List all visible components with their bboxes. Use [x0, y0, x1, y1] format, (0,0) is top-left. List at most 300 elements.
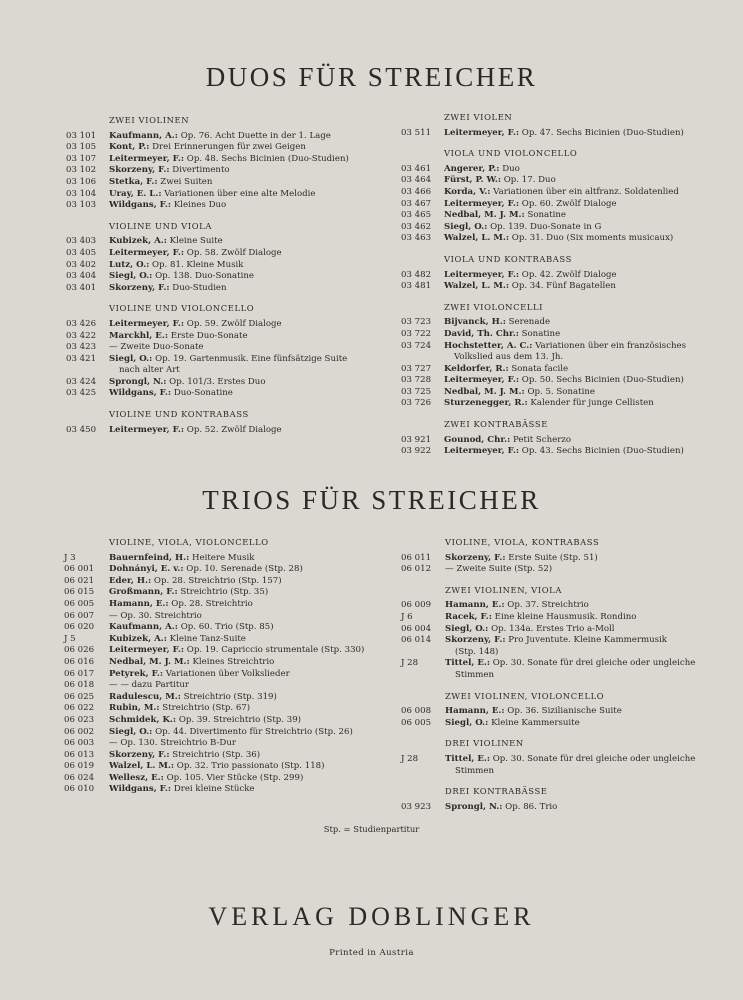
catalog-number: 06 011: [401, 552, 432, 563]
catalog-number: 06 012: [401, 564, 432, 575]
catalog-number: 06 019: [64, 761, 95, 772]
work-title: Sonatine: [524, 210, 566, 221]
work-title: Op. 86. Trio: [502, 801, 558, 812]
entry-text: [109, 773, 303, 785]
section-heading: ZWEI VIOLINEN, VIOLA: [445, 584, 562, 595]
catalog-number: 03 107: [66, 153, 97, 164]
catalog-number: 03 403: [66, 236, 97, 247]
composer-name: Siegl, O.:: [444, 221, 488, 232]
composer-name: Tittel, E.:: [445, 753, 491, 764]
entry-text: [109, 165, 230, 177]
work-title: Drei Erinnerungen für zwei Geigen: [149, 142, 306, 153]
catalog-number: 06 016: [64, 656, 95, 667]
entry-text: [109, 645, 364, 657]
catalog-number: 06 026: [64, 645, 95, 656]
catalog-entry: [401, 221, 602, 234]
entry-text: [445, 802, 557, 814]
entry-text: [109, 703, 250, 715]
catalog-entry: [64, 703, 269, 715]
section-heading: VIOLINE UND VIOLA: [109, 220, 212, 231]
work-title: Petit Scherzo: [510, 434, 572, 445]
composer-name: Sturzenegger, R.:: [444, 398, 528, 409]
work-title: Op. 28. Streichtrio (Stp. 157): [151, 575, 282, 586]
composer-name: Radulescu, M.:: [109, 691, 181, 702]
catalog-entry: [64, 761, 325, 773]
catalog-entry: [64, 784, 269, 796]
catalog-number: 03 401: [66, 282, 97, 293]
catalog-entry: [401, 352, 577, 364]
work-title: Heitere Musik: [189, 552, 255, 563]
composer-name: Tittel, E.:: [445, 658, 491, 669]
catalog-entry: [66, 376, 266, 389]
section-heading: ZWEI VIOLEN: [444, 112, 513, 122]
catalog-number: 03 404: [66, 271, 97, 282]
composer-name: Bauernfeind, H.:: [109, 552, 190, 563]
work-title: Op. 138. Duo-Sonatine: [152, 271, 254, 282]
publisher-name: VERLAG DOBLINGER: [208, 902, 535, 931]
work-title: Op. 105. Vier Stücke (Stp. 299): [163, 772, 304, 783]
composer-name: Uray, E. L.:: [109, 188, 162, 199]
entry-text: [445, 600, 589, 612]
work-title: Kleine Tanz-Suite: [166, 633, 246, 644]
work-title: Duo-Studien: [169, 282, 227, 293]
composer-name: Siegl, O.:: [445, 717, 489, 728]
section-heading: ZWEI KONTRABÄSSE: [444, 419, 548, 430]
catalog-number: 03 722: [401, 328, 432, 339]
entry-text: [444, 281, 616, 293]
composer-name: Kont, P.:: [109, 142, 150, 153]
catalog-entry: [64, 575, 282, 588]
trios-title: TRIOS FÜR STREICHER: [202, 485, 541, 515]
catalog-number: 06 015: [64, 587, 95, 598]
catalog-entry: [401, 446, 684, 458]
catalog-entry: [64, 738, 269, 750]
catalog-number: 06 014: [401, 635, 432, 646]
catalog-number: 03 105: [66, 142, 97, 153]
work-title: Op. 5. Sonatine: [524, 386, 595, 397]
entry-text: [444, 375, 684, 387]
catalog-number: 03 481: [401, 281, 432, 292]
catalog-number: 03 450: [66, 424, 97, 435]
work-title: Op. 28. Streichtrio: [168, 598, 253, 609]
catalog-number: 06 025: [64, 691, 95, 702]
work-title: Erste Suite (Stp. 51): [505, 552, 598, 563]
entry-text: [445, 718, 580, 730]
catalog-entry: [64, 564, 303, 576]
work-title: Op. 31. Duo (Six moments musicaux): [509, 233, 674, 244]
catalog-number: 06 018: [64, 680, 95, 691]
catalog-number: 06 010: [64, 784, 95, 795]
composer-name: Siegl, O.:: [445, 623, 489, 634]
catalog-number: 03 461: [401, 163, 432, 174]
catalog-entry: [401, 564, 604, 576]
composer-name: Bijvanck, H.:: [444, 317, 506, 328]
catalog-entry: [401, 329, 577, 341]
composer-name: Siegl, O.:: [109, 271, 153, 282]
work-title: Op. 81. Kleine Musik: [149, 259, 244, 270]
composer-name: Wellesz, E.:: [109, 772, 164, 783]
work-title: Drei kleine Stücke: [171, 784, 255, 795]
entry-text: [109, 611, 202, 623]
work-title: Op. 60. Trio (Stp. 85): [177, 622, 274, 633]
catalog-entry: [401, 186, 679, 199]
catalog-entry: [64, 611, 269, 623]
composer-name: Kubizek, A.:: [109, 236, 167, 247]
section-heading: VIOLA UND KONTRABASS: [444, 253, 572, 264]
catalog-entry: [66, 318, 282, 331]
work-title: Sonata facile: [508, 363, 569, 374]
entry-text: [109, 271, 254, 283]
entry-text: [109, 680, 189, 692]
composer-name: Leitermeyer, F.:: [109, 153, 185, 164]
catalog-entry: [66, 342, 254, 354]
catalog-number: 03 421: [66, 353, 97, 364]
section-heading: VIOLINE, VIOLA, VIOLONCELLO: [109, 537, 269, 547]
entry-text: [109, 189, 315, 201]
catalog-number: 03 727: [401, 363, 432, 374]
entry-text: [109, 657, 274, 669]
catalog-entry: [401, 375, 684, 387]
composer-name: Leitermeyer, F.:: [444, 269, 520, 280]
work-title: (Stp. 148): [455, 646, 499, 657]
work-title: Op. 37. Streichtrio: [504, 600, 589, 611]
catalog-entry: [66, 260, 254, 272]
composer-name: Hamann, E.:: [445, 706, 505, 717]
work-title: Op. 19. Gartenmusik. Eine fünfsätzige Suite: [152, 353, 348, 364]
entry-text: [109, 622, 274, 634]
catalog-entry: [64, 668, 290, 681]
composer-name: Leitermeyer, F.:: [444, 446, 520, 457]
composer-name: Skorzeny, F.:: [445, 635, 506, 646]
entry-text: [109, 200, 226, 212]
catalog-number: J 3: [64, 552, 76, 563]
entry-text: [455, 670, 494, 682]
entry-text: [444, 233, 673, 245]
catalog-number: 06 004: [401, 623, 432, 634]
section-heading: VIOLA UND VIOLONCELLO: [444, 148, 578, 159]
catalog-entry: [401, 600, 604, 612]
catalog-entry: [64, 750, 269, 762]
section-heading: ZWEI VIOLINEN, VIOLONCELLO: [445, 690, 605, 701]
work-title: Variationen über ein französisches: [532, 340, 687, 351]
work-title: Variationen über eine alte Melodie: [161, 188, 316, 199]
catalog-entry: [401, 753, 696, 766]
composer-name: Skorzeny, F.:: [109, 165, 170, 176]
work-title: Erste Duo-Sonate: [168, 330, 248, 341]
section-heading: ZWEI VIOLINEN: [109, 115, 190, 125]
composer-name: Marckhl, E.:: [109, 330, 169, 341]
composer-name: Nedbal, M. J. M.:: [109, 656, 190, 667]
catalog-entry: [401, 647, 604, 659]
work-title: Serenade: [505, 317, 551, 328]
entry-text: [109, 260, 243, 272]
work-title: Op. 101/3. Erstes Duo: [166, 376, 266, 387]
catalog-entry: [66, 200, 254, 212]
catalog-number: 03 463: [401, 233, 432, 244]
catalog-number: 03 921: [401, 434, 432, 445]
catalog-entry: [64, 680, 269, 692]
trios-right-column: [401, 537, 696, 813]
catalog-number: 03 467: [401, 198, 432, 209]
composer-name: Kaufmann, A.:: [109, 622, 178, 633]
entry-text: [109, 576, 282, 588]
entry-text: [109, 761, 324, 773]
entry-text: [109, 784, 255, 796]
catalog-entry: [64, 599, 269, 611]
catalog-entry: [401, 127, 684, 140]
composer-name: Leitermeyer, F.:: [444, 198, 520, 209]
work-title: Op. 60. Zwölf Dialoge: [519, 198, 617, 209]
catalog-number: 03 728: [401, 375, 432, 386]
work-title: Duo: [499, 163, 520, 174]
composer-name: Walzel, L. M.:: [109, 761, 175, 772]
catalog-entry: [401, 364, 577, 376]
entry-text: [444, 164, 520, 176]
entry-text: [444, 364, 568, 376]
entry-text: [109, 342, 204, 354]
catalog-number: 03 106: [66, 176, 97, 187]
composer-name: Stetka, F.:: [109, 176, 158, 187]
entry-text: [445, 564, 552, 576]
catalog-number: 03 511: [401, 127, 432, 138]
entry-text: [109, 599, 253, 611]
composer-name: Leitermeyer, F.:: [444, 127, 520, 138]
work-title: Streichtrio (Stp. 36): [169, 749, 261, 760]
catalog-number: 03 466: [401, 186, 432, 197]
entry-text: [445, 754, 695, 766]
catalog-entry: [401, 398, 654, 410]
catalog-number: 03 724: [401, 340, 432, 351]
composer-name: Wildgans, F.:: [109, 200, 172, 211]
catalog-entry: [66, 271, 254, 283]
entry-text: [444, 435, 571, 447]
entry-text: [109, 331, 248, 343]
catalog-entry: [401, 611, 637, 624]
catalog-number: 06 009: [401, 600, 432, 611]
catalog-entry: [64, 634, 269, 646]
composer-name: Gounod, Chr.:: [444, 434, 511, 445]
work-title: Op. 30. Sonate für drei gleiche oder ungleiche: [490, 658, 696, 669]
catalog-entry: [401, 623, 615, 636]
catalog-entry: [401, 340, 687, 353]
entry-text: [109, 319, 282, 331]
entry-text: [444, 222, 601, 234]
catalog-entry: [66, 142, 306, 154]
catalog-number: 06 013: [64, 749, 95, 760]
work-title: Streichtrio (Stp. 67): [159, 703, 251, 714]
catalog-entry: [401, 802, 604, 814]
composer-name: Racek, F.:: [445, 611, 492, 622]
catalog-number: 06 017: [64, 668, 95, 679]
entry-text: [109, 377, 266, 389]
catalog-number: 03 464: [401, 175, 432, 186]
catalog-entry: [64, 726, 353, 739]
entry-text: [445, 658, 695, 670]
work-title: Op. 30. Sonate für drei gleiche oder ungleiche: [490, 753, 696, 764]
catalog-number: 03 923: [401, 801, 432, 812]
entry-text: [109, 669, 290, 681]
entry-text: [109, 715, 301, 727]
catalog-number: 06 005: [64, 598, 95, 609]
entry-text: [109, 692, 277, 704]
catalog-number: 06 007: [64, 610, 95, 621]
work-title: Op. 17. Duo: [501, 175, 556, 186]
composer-name: Leitermeyer, F.:: [109, 424, 185, 435]
entry-text: [119, 365, 180, 377]
entry-text: [109, 154, 349, 166]
entry-text: [444, 187, 679, 199]
entry-text: [444, 270, 617, 282]
composer-name: Kaufmann, A.:: [109, 130, 178, 141]
catalog-number: 03 462: [401, 221, 432, 232]
composer-name: Kubizek, A.:: [109, 633, 167, 644]
entry-text: [444, 317, 550, 329]
work-title: Eine kleine Hausmusik. Rondino: [491, 611, 637, 622]
catalog-entry: [64, 622, 274, 634]
entry-text: [109, 727, 353, 739]
catalog-number: 03 726: [401, 398, 432, 409]
catalog-entry: [401, 281, 616, 293]
entry-text: [445, 706, 622, 718]
composer-name: Sprongl, N.:: [109, 376, 167, 387]
entry-text: [109, 354, 347, 366]
entry-text: [109, 283, 227, 295]
entry-text: [444, 341, 686, 353]
work-title: Stimmen: [455, 669, 495, 680]
catalog-entry: [401, 386, 595, 399]
section-heading: VIOLINE UND KONTRABASS: [109, 409, 249, 420]
composer-name: Wildgans, F.:: [109, 388, 172, 399]
entry-text: [455, 647, 498, 659]
catalog-entry: [64, 691, 277, 704]
catalog-number: 03 423: [66, 342, 97, 353]
entry-text: [109, 177, 212, 189]
work-title: Op. 48. Sechs Bicinien (Duo-Studien): [184, 153, 349, 164]
catalog-entry: [401, 635, 667, 647]
work-title: Volkslied aus dem 13. Jh.: [454, 352, 564, 363]
section-heading: VIOLINE UND VIOLONCELLO: [109, 303, 255, 314]
catalog-number: 06 001: [64, 564, 95, 575]
catalog-entry: [401, 175, 577, 187]
composer-name: Leitermeyer, F.:: [109, 247, 185, 258]
work-title: Op. 10. Serenade (Stp. 28): [183, 564, 303, 575]
work-title: nach alter Art: [119, 365, 180, 376]
work-title: Op. 47. Sechs Bicinien (Duo-Studien): [519, 127, 684, 138]
composer-name: Großmann, F.:: [109, 587, 178, 598]
entry-text: [109, 587, 268, 599]
entry-text: [444, 329, 560, 341]
work-title: Op. 19. Capriccio strumentale (Stp. 330): [184, 645, 365, 656]
work-title: — Op. 130. Streichtrio B-Dur: [109, 738, 236, 749]
catalog-number: 03 482: [401, 269, 432, 280]
work-title: Op. 139. Duo-Sonate in G: [487, 221, 602, 232]
entry-text: [109, 634, 246, 646]
composer-name: David, Th. Chr.:: [444, 328, 519, 339]
catalog-number: J 28: [401, 753, 419, 764]
catalog-number: J 6: [401, 611, 413, 622]
catalog-number: 03 102: [66, 165, 97, 176]
entry-text: [109, 564, 303, 576]
printed-in: Printed in Austria: [329, 948, 414, 958]
composer-name: Eder, H.:: [109, 575, 152, 586]
work-title: Op. 50. Sechs Bicinien (Duo-Studien): [519, 375, 684, 386]
catalog-number: 03 425: [66, 388, 97, 399]
work-title: — — dazu Partitur: [109, 680, 189, 691]
entry-text: [445, 612, 636, 624]
entry-text: [444, 387, 595, 399]
catalog-entry: [64, 553, 269, 565]
catalog-number: 03 725: [401, 386, 432, 397]
composer-name: Siegl, O.:: [109, 726, 153, 737]
catalog-number: J 28: [401, 658, 419, 669]
catalog-number: 03 465: [401, 210, 432, 221]
catalog-entry: [401, 210, 577, 222]
catalog-entry: [401, 435, 577, 447]
catalog-number: 06 023: [64, 714, 95, 725]
catalog-entry: [401, 164, 577, 176]
work-title: Variationen über Volkslieder: [163, 668, 290, 679]
catalog-entry: [66, 388, 254, 400]
entry-text: [454, 352, 563, 364]
work-title: Op. 36. Sizilianische Suite: [504, 706, 622, 717]
catalog-entry: [401, 658, 696, 670]
section-heading: ZWEI VIOLONCELLI: [444, 301, 544, 312]
catalog-number: 06 005: [401, 717, 432, 728]
section-heading: VIOLINE, VIOLA, KONTRABASS: [445, 537, 600, 547]
entry-text: [109, 425, 282, 437]
catalog-entry: [66, 365, 254, 377]
work-title: Zwei Suiten: [157, 176, 213, 187]
catalog-number: J 5: [64, 633, 76, 644]
work-title: Op. 42. Zwölf Dialoge: [519, 269, 617, 280]
catalog-number: 06 003: [64, 738, 95, 749]
composer-name: Dohnányi, E. v.:: [109, 564, 184, 575]
catalog-entry: [66, 177, 254, 189]
work-title: Kleines Streichtrio: [189, 656, 275, 667]
catalog-number: 03 426: [66, 318, 97, 329]
work-title: Op. 43. Sechs Bicinien (Duo-Studien): [519, 446, 684, 457]
catalog-number: 06 002: [64, 726, 95, 737]
entry-text: [109, 236, 223, 248]
composer-name: Nedbal, M. J. M.:: [444, 386, 525, 397]
catalog-number: 06 024: [64, 772, 95, 783]
duos-right-column: [401, 112, 687, 458]
catalog-entry: [401, 198, 617, 211]
catalog-number: 06 022: [64, 703, 95, 714]
composer-name: Rubin, M.:: [109, 703, 160, 714]
catalog-number: 03 723: [401, 317, 432, 328]
composer-name: Korda, V.:: [444, 186, 491, 197]
footnote: Stp. = Studienpartitur: [323, 824, 420, 834]
catalog-entry: [401, 718, 604, 730]
entry-text: [444, 210, 566, 222]
catalog-entry: [66, 247, 282, 260]
work-title: — Zweite Suite (Stp. 52): [445, 564, 553, 575]
catalog-entry: [401, 553, 604, 565]
work-title: Kleine Suite: [166, 236, 223, 247]
work-title: Stimmen: [455, 765, 495, 776]
work-title: Pro Juventute. Kleine Kammermusik: [505, 635, 667, 646]
work-title: Kalender für junge Cellisten: [527, 398, 654, 409]
catalog-entry: [401, 766, 604, 778]
entry-text: [109, 388, 233, 400]
entry-text: [445, 553, 598, 565]
work-title: Op. 52. Zwölf Dialoge: [184, 424, 282, 435]
composer-name: Nedbal, M. J. M.:: [444, 210, 525, 221]
section-heading: DREI VIOLINEN: [445, 738, 524, 749]
catalog-number: 03 103: [66, 200, 97, 211]
work-title: Op. 44. Divertimento für Streichtrio (Stp. 26): [152, 726, 353, 737]
